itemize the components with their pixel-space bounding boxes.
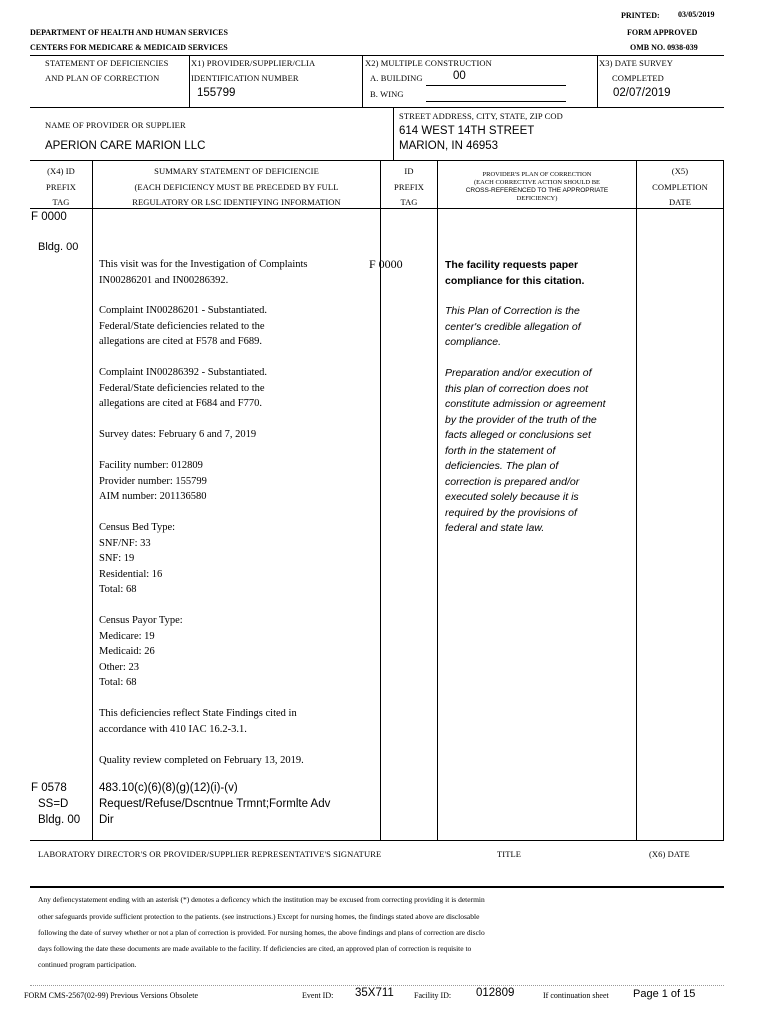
x3-label-1: X3) DATE SURVEY: [599, 58, 674, 68]
plan-paragraph-2: This Plan of Correction is the center's credible allegation of compliance.: [445, 305, 581, 348]
signature-date-label: (X6) DATE: [649, 849, 690, 859]
title-label: TITLE: [497, 849, 522, 859]
department-name: DEPARTMENT OF HEALTH AND HUMAN SERVICES: [30, 28, 228, 37]
x1-label-2: IDENTIFICATION NUMBER: [191, 73, 299, 83]
provider-name: APERION CARE MARION LLC: [45, 140, 206, 152]
summary-paragraph-7: Census Payor Type: Medicare: 19 Medicaid: 26 Other: 23 Total: 68: [99, 615, 183, 688]
plan-paragraph-3: Preparation and/or execution of this plan of correction does not constitute admission or agreement by the provider of the truth of the facts alleged or conclusions set forth in the statement of deficiencies. The plan of correction is prepared and/or executed solely because it is required by the provisions of federal and state law.: [445, 367, 606, 534]
facility-id-value: 012809: [476, 987, 515, 999]
x1-label-1: X1) PROVIDER/SUPPLIER/CLIA: [191, 58, 316, 68]
facility-id-label: Facility ID:: [414, 991, 452, 1000]
plan-label-3: CROSS-REFERENCED TO THE APPROPRIATE: [465, 187, 609, 194]
form-row-border: [30, 107, 724, 108]
provider-id-value: 155799: [197, 87, 236, 99]
printed-date: 03/05/2019: [678, 10, 715, 19]
plan-label-4: DEFICIENCY): [516, 195, 558, 202]
x2-label: X2) MULTIPLE CONSTRUCTION: [365, 58, 492, 68]
col-divider-3: [437, 160, 438, 840]
column-header-bottom: [30, 208, 724, 209]
form-identifier: FORM CMS-2567(02-99) Previous Versions Obsolete: [24, 991, 199, 1000]
street-address-label: STREET ADDRESS, CITY, STATE, ZIP COD: [399, 111, 563, 121]
omb-number: OMB NO. 0938-039: [630, 43, 698, 52]
summary-paragraph-5: Facility number: 012809 Provider number: 155799 AIM number: 201136580: [99, 460, 207, 502]
centers-name: CENTERS FOR MEDICARE & MEDICAID SERVICES: [30, 43, 228, 52]
id-tag-f0000: F 0000: [369, 257, 403, 271]
f0578-title: Request/Refuse/Dscntnue Trmnt;Formlte Adv: [99, 798, 331, 810]
divider-x1: [189, 55, 190, 107]
footnote-line-3: following the date of survey whether or not a plan of correction is provided. For nursing homes, the above findings and plans of correction are disclo: [38, 928, 485, 937]
footnote-line-5: continued program participation.: [38, 960, 137, 969]
summary-paragraph-3: Complaint IN00286392 - Substantiated. Federal/State deficiencies related to the allegations are cited at F684 and F770.: [99, 367, 267, 409]
provider-name-label: NAME OF PROVIDER OR SUPPLIER: [45, 120, 186, 130]
divider-x3: [597, 55, 598, 107]
summary-paragraph-2: Complaint IN00286201 - Substantiated. Federal/State deficiencies related to the allegations are cited at F578 and F689.: [99, 305, 267, 347]
body-bottom-border: [30, 840, 724, 841]
building-label: A. BUILDING: [370, 73, 423, 83]
x5-label-2: COMPLETION: [652, 182, 708, 192]
form-approved: FORM APPROVED: [627, 28, 698, 37]
divider-address: [393, 107, 394, 160]
id-label-2: PREFIX: [394, 182, 424, 192]
x5-label-1: (X5): [671, 166, 689, 176]
event-id-value: 35X711: [355, 987, 394, 999]
summary-paragraph-8: This deficiencies reflect State Findings cited in accordance with 410 IAC 16.2-3.1.: [99, 708, 297, 735]
footer-dotted-rule: [30, 985, 724, 986]
plan-label-2: (EACH CORRECTIVE ACTION SHOULD BE: [473, 179, 601, 186]
statement-label-2: AND PLAN OF CORRECTION: [45, 73, 160, 83]
x4-label-2: PREFIX: [46, 182, 76, 192]
plan-label-1: PROVIDER'S PLAN OF CORRECTION: [482, 171, 592, 178]
statement-label-1: STATEMENT OF DEFICIENCIES: [45, 58, 169, 68]
summary-label-2: (EACH DEFICIENCY MUST BE PRECEDED BY FULL: [134, 182, 339, 192]
bldg-label: Bldg. 00: [38, 241, 79, 253]
column-header-top: [30, 160, 724, 161]
scope-severity: SS=D: [38, 798, 69, 810]
summary-paragraph-9: Quality review completed on February 13, 2019.: [99, 755, 304, 766]
building-value: 00: [453, 70, 466, 82]
x5-label-3: DATE: [668, 197, 692, 207]
footnote-line-1: Any defiencystatement ending with an asterisk (*) denotes a deficency which the institution may be excused from correcting providing it is determin: [38, 895, 485, 904]
footnote-line-2: other safeguards provide sufficient protection to the patients. (see instructions.) Except for nursing homes, the findings stated above are disclosable: [38, 912, 480, 921]
divider-x2: [362, 55, 363, 107]
plan-paper-compliance: The facility requests paper compliance for this citation.: [445, 259, 585, 287]
page-indicator: Page 1 of 15: [633, 988, 696, 1000]
x4-label-1: (X4) ID: [47, 166, 75, 176]
continuation-label: If continuation sheet: [543, 991, 609, 1000]
summary-label-3: REGULATORY OR LSC IDENTIFYING INFORMATION: [132, 197, 341, 207]
summary-label-1: SUMMARY STATEMENT OF DEFICIENCIE: [154, 166, 319, 176]
building-underline: [426, 85, 566, 86]
wing-underline: [426, 101, 566, 102]
col-divider-5: [723, 160, 724, 840]
tag-f0578: F 0578: [31, 782, 67, 794]
summary-paragraph-6: Census Bed Type: SNF/NF: 33 SNF: 19 Residential: 16 Total: 68: [99, 522, 176, 595]
summary-paragraph-1: This visit was for the Investigation of Complaints IN00286201 and IN00286392.: [99, 259, 308, 286]
x3-label-2: COMPLETED: [612, 73, 664, 83]
x4-label-3: TAG: [52, 197, 70, 207]
col-divider-1: [92, 160, 93, 840]
bldg-label-f0578: Bldg. 00: [38, 814, 81, 826]
summary-paragraph-4: Survey dates: February 6 and 7, 2019: [99, 429, 257, 440]
survey-date-value: 02/07/2019: [613, 87, 671, 99]
street-line-2: MARION, IN 46953: [399, 140, 499, 152]
event-id-label: Event ID:: [302, 991, 334, 1000]
signature-label: LABORATORY DIRECTOR'S OR PROVIDER/SUPPLIER REPRESENTATIVE'S SIGNATURE: [38, 849, 382, 859]
tag-f0000: F 0000: [31, 211, 67, 223]
f0578-title-cont: Dir: [99, 814, 114, 826]
street-line-1: 614 WEST 14TH STREET: [399, 125, 535, 137]
form-top-border: [30, 55, 724, 56]
signature-bottom-border: [30, 886, 724, 888]
col-divider-4: [636, 160, 637, 840]
wing-label: B. WING: [370, 89, 404, 99]
f0578-regulation: 483.10(c)(6)(8)(g)(12)(i)-(v): [99, 782, 238, 794]
footnote-line-4: days following the date these documents are made available to the facility. If deficiencies are cited, an approved plan of correction is requisite to: [38, 944, 472, 953]
id-label-1: ID: [404, 166, 414, 176]
printed-label: PRINTED:: [621, 11, 660, 20]
id-label-3: TAG: [400, 197, 418, 207]
